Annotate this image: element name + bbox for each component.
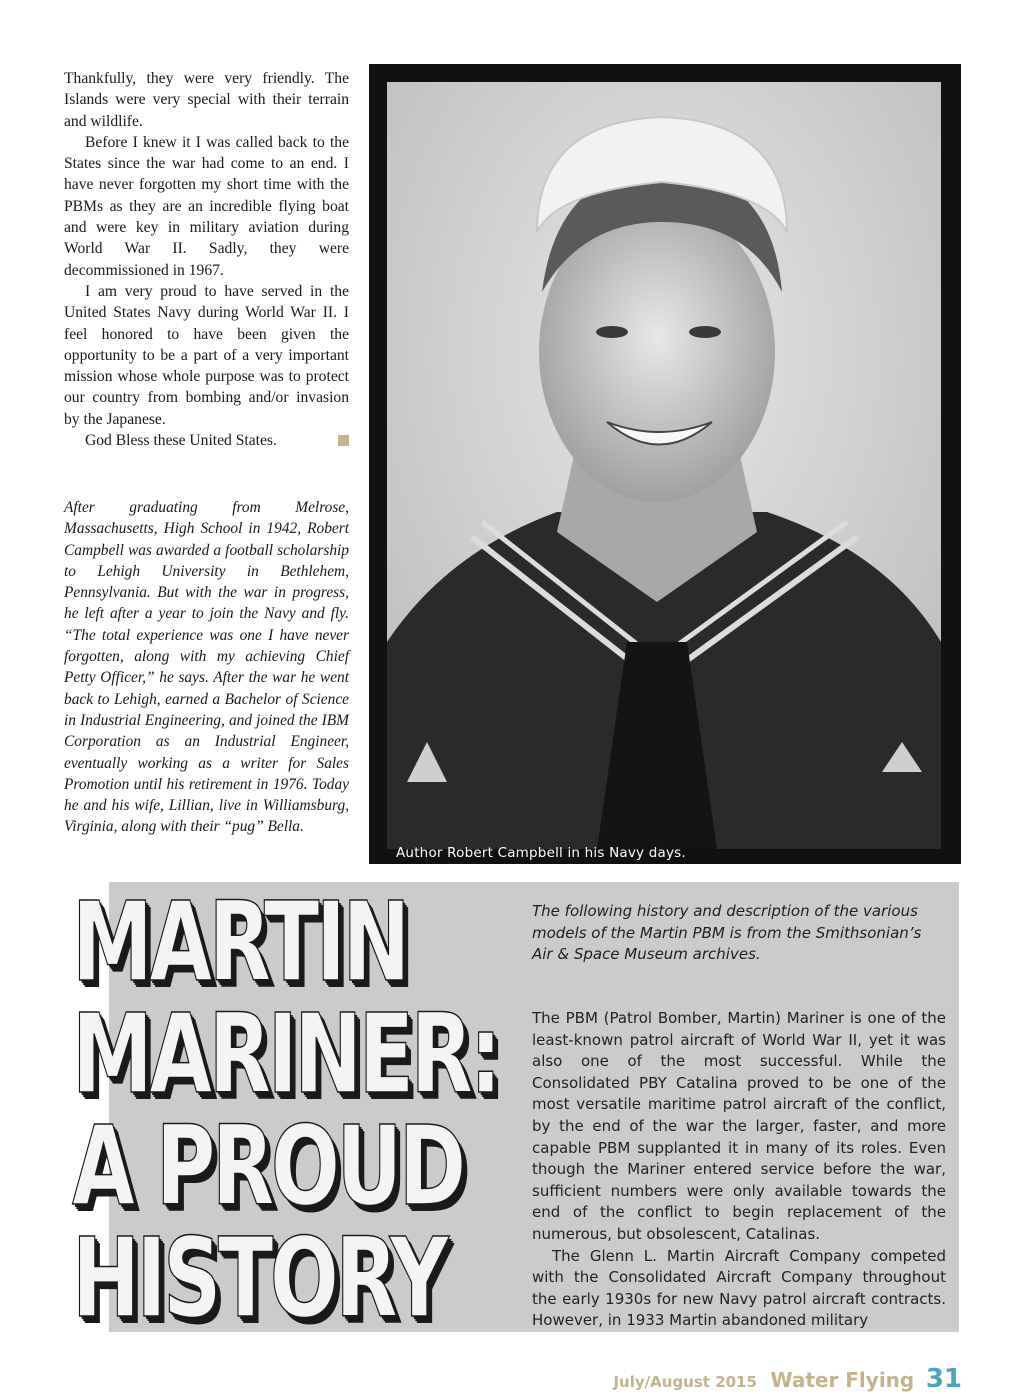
headline-line: HISTORY [72, 1214, 446, 1342]
paragraph: Thankfully, they were very friendly. The Islands were very special with their terrain and wildlife. [64, 70, 349, 130]
paragraph: The Glenn L. Martin Aircraft Company competed with the Consolidated Aircraft Company throughout the early 1930s for new Navy patrol aircraft contracts. However, in 1933 Martin abandoned military [532, 1246, 946, 1330]
paragraph: Before I knew it I was called back to the States since the war had come to an end. I have never forgotten my short time with the PBMs as they are an incredible flying boat and were key in military aviation during World War II. Sadly, they were decommissioned in 1967. [64, 133, 349, 279]
left-column [64, 68, 349, 451]
page-number: 31 [925, 1364, 962, 1394]
article-headline [72, 878, 499, 1342]
issue-date: July/August 2015 [613, 1373, 757, 1391]
author-portrait-photo [387, 82, 941, 849]
page-footer [613, 1364, 962, 1394]
closing-paragraph [64, 430, 349, 451]
magazine-name: Water Flying [770, 1368, 915, 1392]
photo-frame [369, 64, 961, 864]
article-intro: The following history and description of the various models of the Martin PBM is from the Smithsonian’s Air & Space Museum archives. [532, 902, 922, 963]
photo-caption: Author Robert Campbell in his Navy days. [396, 845, 686, 861]
headline-line: MARINER: [72, 990, 499, 1118]
end-of-story-mark [338, 435, 349, 446]
closing-line: God Bless these United States. [85, 432, 277, 450]
paragraph: I am very proud to have served in the United States Navy during World War II. I feel honored to have been given the opportunity to be a part of a very important mission whose whole purpose was to protect our country from bombing and/or invasion by the Japanese. [64, 282, 349, 428]
headline-line: MARTIN [72, 878, 407, 1006]
author-bio: After graduating from Melrose, Massachusetts, High School in 1942, Robert Campbell was awarded a football scholarship to Lehigh University in Bethlehem, Pennsylvania. But with the war in progress, he left after a year to join the Navy and fly. “The total experience was one I have never forgotten, along with my achieving Chief Petty Officer,” he says. After the war he went back to Lehigh, earned a Bachelor of Science in Industrial Engineering, and joined the IBM Corporation as an Industrial Engineer, eventually working as a writer for Sales Promotion until his retirement in 1976. Today he and his wife, Lillian, live in Williamsburg, Virginia, along with their “pug” Bella. [64, 499, 349, 836]
paragraph: The PBM (Patrol Bomber, Martin) Mariner is one of the least-known patrol aircraft of World War II, yet it was also one of the most successful. While the Consolidated PBY Catalina proved to be one of the most versatile maritime patrol aircraft of the conflict, by the end of the war the larger, faster, and more capable PBM supplanted it in many of its roles. Even though the Mariner entered service before the war, sufficient numbers were only available towards the end of the conflict to begin replacement of the numerous, but obsolescent, Catalinas. [532, 1009, 946, 1243]
portrait-illustration [387, 82, 941, 849]
headline-line: A PROUD [72, 1102, 463, 1230]
article-body [532, 1008, 946, 1332]
